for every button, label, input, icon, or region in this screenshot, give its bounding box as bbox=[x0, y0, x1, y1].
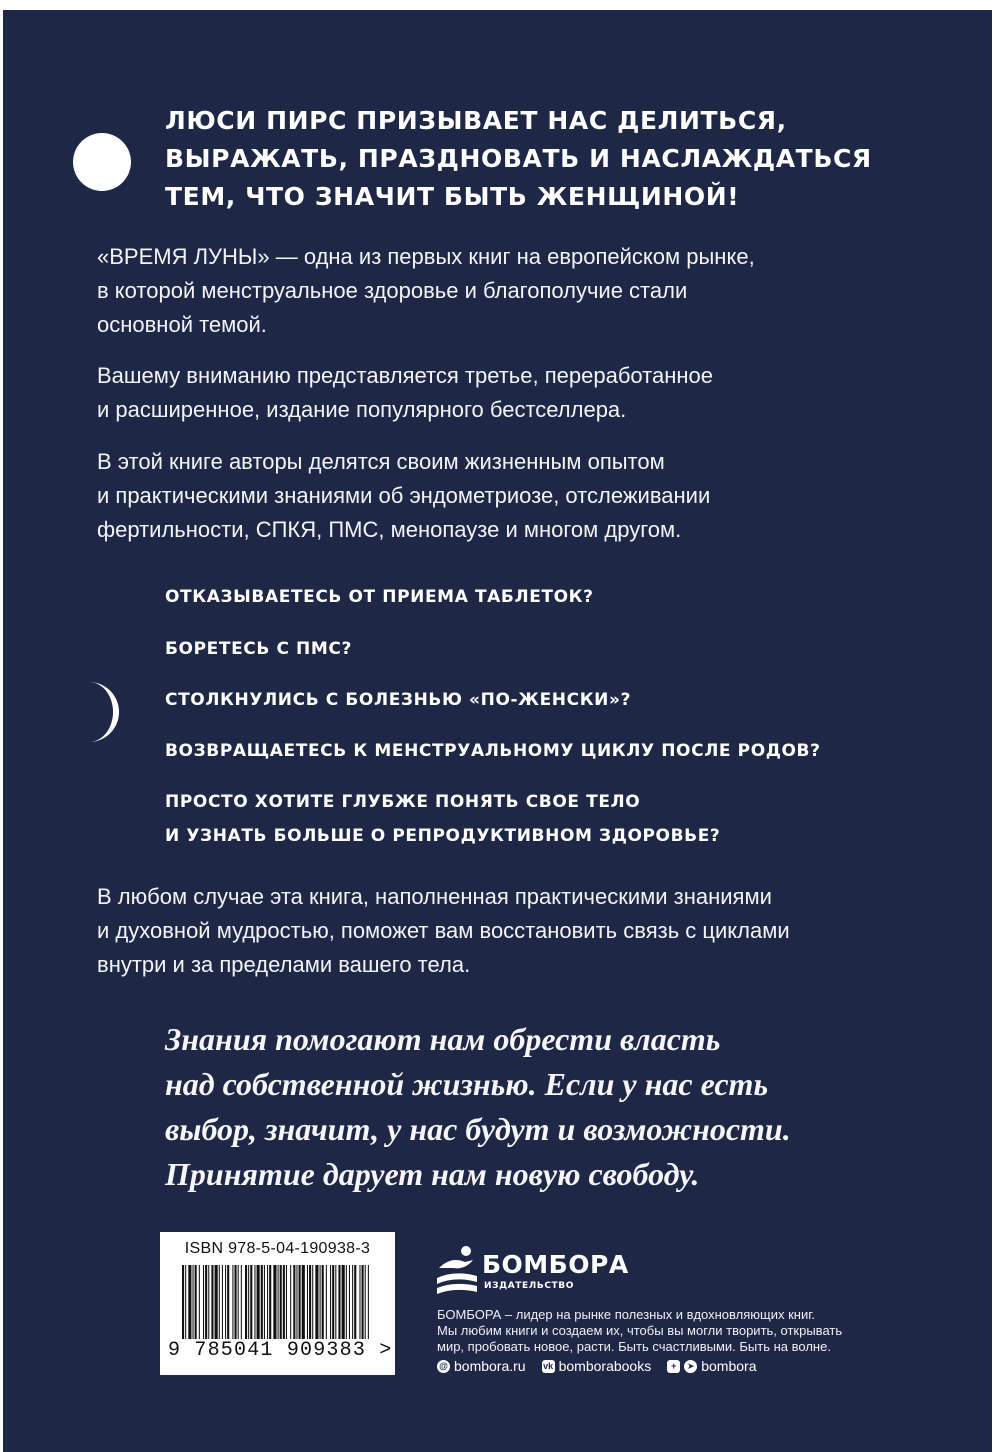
paragraph-line: и практическими знаниями об эндометриозе, отслеживании bbox=[97, 483, 711, 508]
social-label: bombora.ru bbox=[454, 1358, 526, 1374]
social-vk[interactable] bbox=[542, 1358, 652, 1374]
barcode-digits: 9 785041 909383 > bbox=[168, 1339, 393, 1362]
question-body-line1: ПРОСТО ХОТИТЕ ГЛУБЖЕ ПОНЯТЬ СВОЕ ТЕЛО bbox=[165, 792, 641, 812]
paragraph-edition bbox=[97, 359, 897, 427]
social-telegram[interactable] bbox=[667, 1358, 756, 1374]
paragraph-line: и духовной мудростью, поможет вам восстановить связь с циклами bbox=[97, 918, 790, 943]
description-line: БОМБОРА – лидер на рынке полезных и вдохновляющих книг. bbox=[437, 1307, 815, 1322]
question-body-line2: И УЗНАТЬ БОЛЬШЕ О РЕПРОДУКТИВНОМ ЗДОРОВЬЕ? bbox=[165, 826, 721, 846]
paragraph-topics bbox=[97, 445, 897, 547]
social-site[interactable] bbox=[437, 1358, 526, 1374]
paragraph-line: «ВРЕМЯ ЛУНЫ» — одна из первых книг на европейском рынке, bbox=[97, 244, 755, 269]
quote-line: выбор, значит, у нас будут и возможности. bbox=[165, 1111, 791, 1147]
quote-line: над собственной жизнью. Если у нас есть bbox=[165, 1066, 769, 1102]
paragraph-line: В этой книге авторы делятся своим жизненным опытом bbox=[97, 449, 665, 474]
question-pills: ОТКАЗЫВАЕТЕСЬ ОТ ПРИЕМА ТАБЛЕТОК? bbox=[165, 587, 594, 607]
telegram-icon: ➤ bbox=[684, 1360, 697, 1373]
paragraph-line: Вашему вниманию представляется третье, переработанное bbox=[97, 363, 713, 388]
globe-icon: @ bbox=[437, 1360, 450, 1373]
paragraph-line: В любом случае эта книга, наполненная практическими знаниями bbox=[97, 884, 772, 909]
quote-line: Принятие дарует нам новую свободу. bbox=[165, 1156, 700, 1192]
social-label: bomborabooks bbox=[558, 1358, 652, 1374]
question-pms: БОРЕТЕСЬ С ПМС? bbox=[165, 639, 352, 659]
paragraph-intro bbox=[97, 240, 897, 342]
headline-line: ТЕМ, ЧТО ЗНАЧИТ БЫТЬ ЖЕНЩИНОЙ! bbox=[165, 182, 740, 211]
barcode-box bbox=[160, 1232, 395, 1375]
paragraph-line: в которой менструальное здоровье и благополучие стали bbox=[97, 278, 688, 303]
plus-icon: + bbox=[667, 1360, 680, 1373]
question-illness: СТОЛКНУЛИСЬ С БОЛЕЗНЬЮ «ПО-ЖЕНСКИ»? bbox=[165, 690, 632, 710]
closing-paragraph bbox=[97, 880, 897, 982]
description-line: Мы любим книги и создаем их, чтобы вы могли творить, открывать bbox=[437, 1323, 843, 1338]
bombora-logo-icon bbox=[435, 1244, 479, 1294]
social-links bbox=[437, 1358, 772, 1374]
publisher-description bbox=[437, 1307, 897, 1355]
paragraph-line: фертильности, СПКЯ, ПМС, менопаузе и многом другом. bbox=[97, 517, 682, 542]
social-label: bombora bbox=[701, 1358, 757, 1374]
headline-line: ЛЮСИ ПИРС ПРИЗЫВАЕТ НАС ДЕЛИТЬСЯ, bbox=[165, 106, 787, 135]
barcode-icon bbox=[182, 1265, 374, 1339]
book-back-cover bbox=[3, 10, 992, 1452]
crescent-moon-icon bbox=[79, 680, 129, 744]
paragraph-line: и расширенное, издание популярного бестселлера. bbox=[97, 397, 627, 422]
description-line: мир, пробовать новое, расти. Быть счастливыми. Быть на волне. bbox=[437, 1339, 831, 1354]
publisher-subtitle: ИЗДАТЕЛЬСТВО bbox=[484, 1281, 574, 1291]
quote-line: Знания помогают нам обрести власть bbox=[165, 1021, 721, 1057]
headline-line: ВЫРАЖАТЬ, ПРАЗДНОВАТЬ И НАСЛАЖДАТЬСЯ bbox=[165, 144, 872, 173]
full-moon-icon bbox=[73, 133, 131, 191]
vk-icon: vk bbox=[543, 1360, 554, 1371]
paragraph-line: внутри и за пределами вашего тела. bbox=[97, 952, 471, 977]
headline bbox=[165, 102, 925, 216]
question-postpartum: ВОЗВРАЩАЕТЕСЬ К МЕНСТРУАЛЬНОМУ ЦИКЛУ ПОСЛЕ РОДОВ? bbox=[165, 741, 821, 761]
isbn-text: ISBN 978-5-04-190938-3 bbox=[184, 1240, 371, 1257]
quote bbox=[165, 1017, 945, 1197]
publisher-name: БОМБОРА bbox=[482, 1250, 629, 1279]
paragraph-line: основной темой. bbox=[97, 312, 267, 337]
